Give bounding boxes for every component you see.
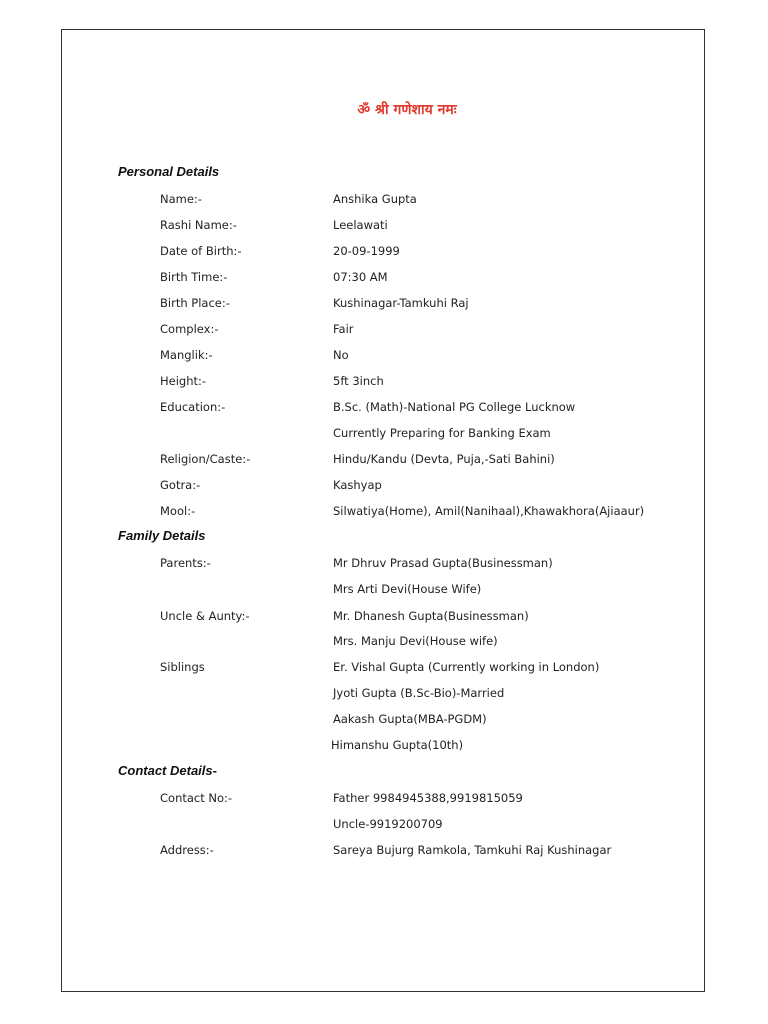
detail-value: Uncle-9919200709 <box>333 817 443 831</box>
detail-row-uncle-aunty-continued <box>62 634 704 654</box>
detail-row-name <box>62 192 704 212</box>
contact-details-heading: Contact Details- <box>118 763 217 778</box>
detail-row-rashi-name <box>62 218 704 238</box>
detail-label: Parents:- <box>160 556 211 570</box>
detail-value: Mr Dhruv Prasad Gupta(Businessman) <box>333 556 553 570</box>
detail-label: Name:- <box>160 192 202 206</box>
detail-row-education-continued <box>62 426 704 446</box>
detail-label: Birth Time:- <box>160 270 228 284</box>
detail-value: Kashyap <box>333 478 382 492</box>
detail-value: No <box>333 348 349 362</box>
detail-value: Mrs. Manju Devi(House wife) <box>333 634 498 648</box>
detail-value: Leelawati <box>333 218 388 232</box>
detail-label: Gotra:- <box>160 478 201 492</box>
detail-value: 07:30 AM <box>333 270 388 284</box>
detail-value: 20-09-1999 <box>333 244 400 258</box>
detail-value: Mr. Dhanesh Gupta(Businessman) <box>333 609 529 623</box>
detail-label: Siblings <box>160 660 205 674</box>
family-details-heading: Family Details <box>118 528 206 543</box>
detail-value: Anshika Gupta <box>333 192 417 206</box>
detail-row-siblings-continued <box>62 738 704 758</box>
detail-label: Birth Place:- <box>160 296 230 310</box>
detail-label: Education:- <box>160 400 226 414</box>
detail-row-parents-continued <box>62 582 704 602</box>
detail-label: Rashi Name:- <box>160 218 237 232</box>
detail-value: Kushinagar-Tamkuhi Raj <box>333 296 469 310</box>
detail-value: Currently Preparing for Banking Exam <box>333 426 551 440</box>
detail-label: Mool:- <box>160 504 196 518</box>
document-page <box>61 29 705 992</box>
detail-label: Uncle & Aunty:- <box>160 609 250 623</box>
detail-label: Address:- <box>160 843 214 857</box>
detail-row-siblings <box>62 660 704 680</box>
detail-row-address <box>62 843 704 863</box>
detail-row-parents <box>62 556 704 576</box>
detail-row-uncle-aunty <box>62 609 704 629</box>
detail-row-birth-time <box>62 270 704 290</box>
detail-value: Fair <box>333 322 354 336</box>
invocation-heading: ॐ श्री गणेशाय नमः <box>357 102 457 118</box>
detail-row-siblings-continued <box>62 686 704 706</box>
detail-value: Er. Vishal Gupta (Currently working in London) <box>333 660 600 674</box>
detail-value: Silwatiya(Home), Amil(Nanihaal),Khawakhora(Ajiaaur) <box>333 504 645 518</box>
detail-row-contact-no <box>62 791 704 811</box>
detail-value: Aakash Gupta(MBA-PGDM) <box>333 712 487 726</box>
detail-value: B.Sc. (Math)-National PG College Lucknow <box>333 400 576 414</box>
detail-row-contact-no-continued <box>62 817 704 837</box>
detail-row-manglik <box>62 348 704 368</box>
detail-value: Hindu/Kandu (Devta, Puja,-Sati Bahini) <box>333 452 555 466</box>
detail-row-mool <box>62 504 704 524</box>
detail-value: Himanshu Gupta(10th) <box>331 738 464 752</box>
personal-details-heading: Personal Details <box>118 164 220 179</box>
detail-row-gotra <box>62 478 704 498</box>
detail-row-birth-place <box>62 296 704 316</box>
detail-label: Contact No:- <box>160 791 233 805</box>
detail-value: Father 9984945388,9919815059 <box>333 791 523 805</box>
detail-row-date-of-birth <box>62 244 704 264</box>
detail-row-religion-caste <box>62 452 704 472</box>
detail-value: Mrs Arti Devi(House Wife) <box>333 582 482 596</box>
detail-value: Jyoti Gupta (B.Sc-Bio)-Married <box>333 686 505 700</box>
detail-row-height <box>62 374 704 394</box>
detail-label: Date of Birth:- <box>160 244 242 258</box>
detail-value: Sareya Bujurg Ramkola, Tamkuhi Raj Kushinagar <box>333 843 612 857</box>
detail-label: Height:- <box>160 374 207 388</box>
detail-row-education <box>62 400 704 420</box>
detail-row-siblings-continued <box>62 712 704 732</box>
detail-label: Manglik:- <box>160 348 213 362</box>
detail-row-complex <box>62 322 704 342</box>
detail-value: 5ft 3inch <box>333 374 384 388</box>
detail-label: Religion/Caste:- <box>160 452 251 466</box>
detail-label: Complex:- <box>160 322 219 336</box>
